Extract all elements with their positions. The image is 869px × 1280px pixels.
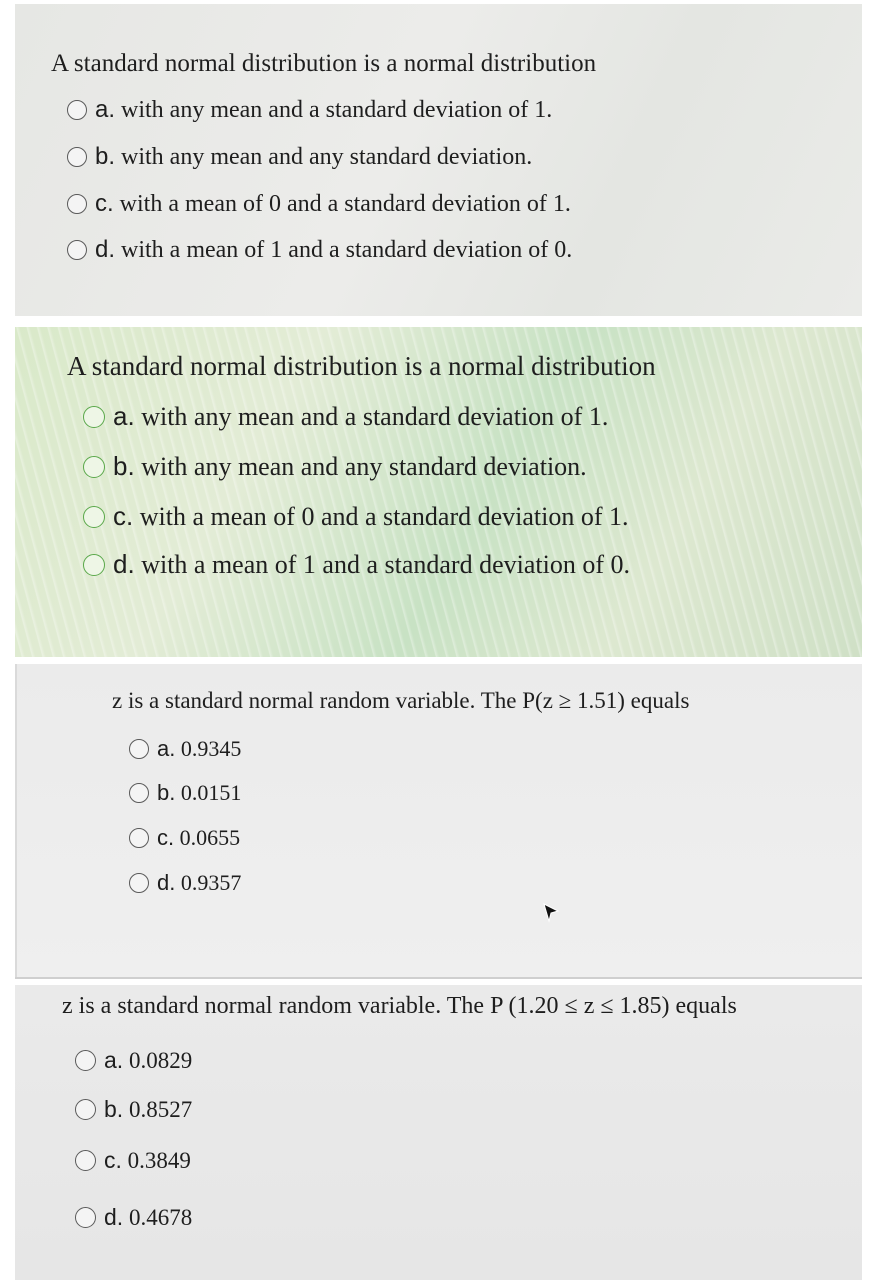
option-c[interactable] [75,1147,191,1174]
option-text: with any mean and a standard deviation of 1. [121,96,553,123]
option-letter: b. [113,451,135,481]
question-text: z is a standard normal random variable. The P (1.20 ≤ z ≤ 1.85) equals [62,993,737,1019]
option-letter: d. [95,236,116,263]
question-text: A standard normal distribution is a normal distribution [67,351,656,381]
question-card-3 [15,664,862,977]
option-d[interactable] [75,1204,192,1231]
option-c[interactable] [129,825,240,851]
option-letter: b. [95,143,116,170]
option-a[interactable] [83,401,608,432]
option-b[interactable] [129,780,241,806]
radio-button-icon[interactable] [83,406,105,428]
question-card-2 [15,327,862,657]
radio-button-icon[interactable] [67,240,87,260]
option-d[interactable] [67,236,572,264]
option-letter: a. [95,96,116,123]
radio-button-icon[interactable] [129,783,149,803]
radio-button-icon[interactable] [83,506,105,528]
option-letter: d. [104,1204,124,1230]
option-letter: c. [113,501,134,531]
option-a[interactable] [75,1047,192,1074]
option-text: with a mean of 0 and a standard deviation of 1. [119,190,571,217]
radio-button-icon[interactable] [83,456,105,478]
radio-button-icon[interactable] [129,828,149,848]
option-text: 0.0655 [179,825,241,850]
option-text: with a mean of 1 and a standard deviation of 0. [121,236,573,263]
option-text: 0.4678 [128,1204,193,1230]
option-text: 0.0829 [128,1047,193,1073]
option-letter: d. [157,870,176,895]
option-text: with any mean and any standard deviation. [121,143,533,170]
option-text: 0.8527 [128,1096,193,1122]
mouse-pointer-icon [542,902,560,924]
radio-button-icon[interactable] [83,554,105,576]
option-c[interactable] [67,190,571,218]
option-b[interactable] [67,143,532,171]
radio-button-icon[interactable] [75,1150,96,1171]
option-a[interactable] [129,736,241,762]
option-letter: b. [104,1096,124,1122]
option-d[interactable] [129,870,241,896]
option-letter: a. [113,401,135,431]
option-text: with any mean and a standard deviation of 1. [141,401,609,431]
question-text: z is a standard normal random variable. The P(z ≥ 1.51) equals [112,688,690,713]
option-text: 0.9357 [180,870,242,895]
option-text: 0.3849 [127,1147,191,1173]
radio-button-icon[interactable] [67,100,87,120]
option-letter: a. [104,1047,124,1073]
option-text: with a mean of 0 and a standard deviation of 1. [139,501,629,531]
radio-button-icon[interactable] [129,873,149,893]
question-card-1 [15,4,862,316]
option-b[interactable] [75,1096,192,1123]
radio-button-icon[interactable] [67,147,87,167]
option-text: with any mean and any standard deviation. [141,451,587,481]
option-b[interactable] [83,451,587,482]
option-letter: a. [157,736,176,761]
radio-button-icon[interactable] [75,1050,96,1071]
option-d[interactable] [83,549,630,580]
option-c[interactable] [83,501,629,532]
option-text: 0.0151 [180,780,242,805]
question-text: A standard normal distribution is a normal distribution [51,50,597,77]
divider [15,977,862,979]
option-letter: c. [104,1147,122,1173]
radio-button-icon[interactable] [75,1207,96,1228]
radio-button-icon[interactable] [129,739,149,759]
option-a[interactable] [67,96,552,124]
radio-button-icon[interactable] [67,194,87,214]
question-card-4 [15,985,862,1280]
option-letter: c. [95,190,114,217]
option-letter: b. [157,780,176,805]
option-text: with a mean of 1 and a standard deviation of 0. [141,549,630,579]
option-letter: d. [113,549,135,579]
radio-button-icon[interactable] [75,1099,96,1120]
option-text: 0.9345 [180,736,242,761]
option-letter: c. [157,825,175,850]
